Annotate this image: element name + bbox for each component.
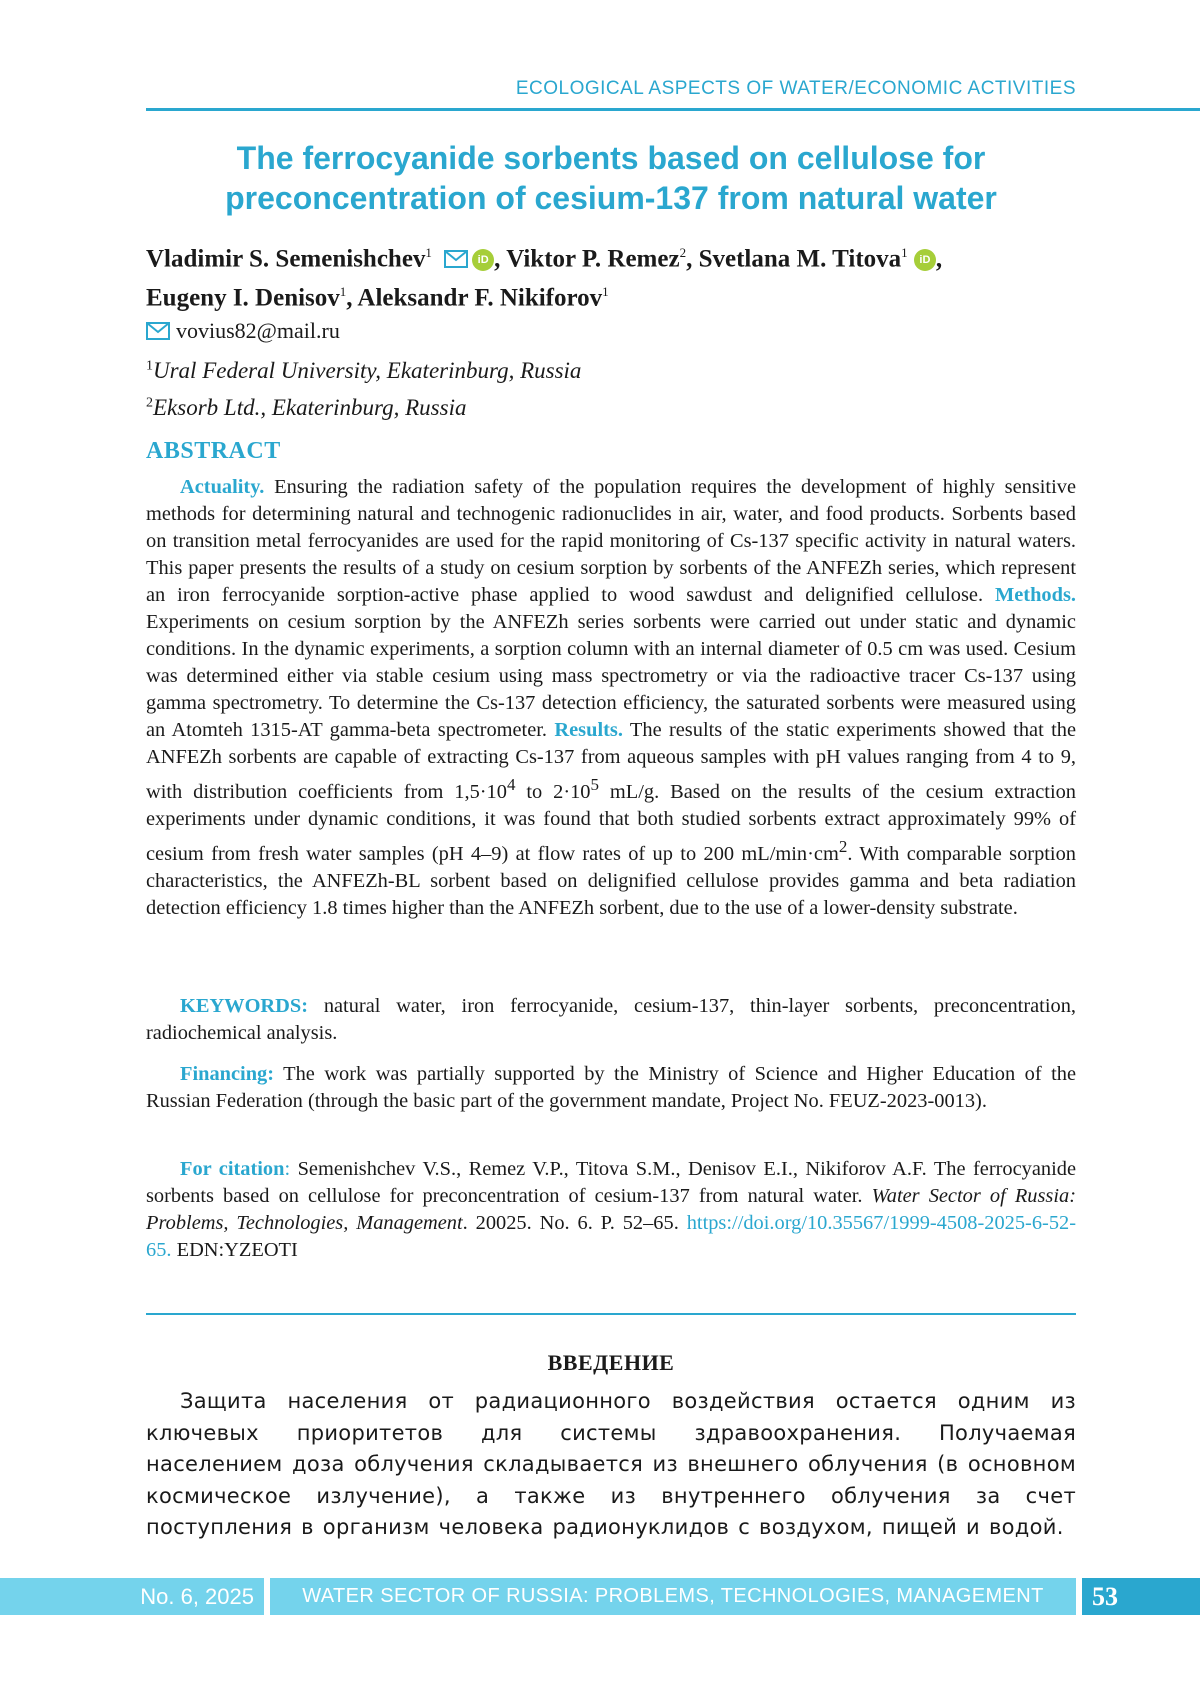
keywords [146,993,1076,1047]
header-rule [146,108,1200,111]
affiliation-sup: 1 [146,358,153,374]
author-list: Vladimir S. Semenishchev$^1$ iD , Viktor P. Remez$^2$, Svetlana M. Titova$^1$ iD , Eugeny I. Denisov$^1$, Aleksandr F. Nikiforov$^1$ [146,245,943,312]
author-affiliation-sup: 1 [901,245,908,260]
intro-body: Защита населения от радиационного воздействия остается одним из ключевых приоритетов для системы здравоохранения. Получаемая населением доза облучения складывается из внешнего облучения (в основном космическое излучение), а также из внутреннего облучения за счет поступления в организм человека радионуклидов с воздухом, пищей и водой. [146,1389,1076,1539]
affiliation-text: Ural Federal University, Ekaterinburg, Russia [153,358,582,383]
page-number: 53 [1082,1578,1200,1615]
title-line-2: preconcentration of cesium-137 from natural water [225,180,997,216]
actuality-label: Actuality. [180,476,265,498]
keywords-label: KEYWORDS: [180,995,309,1017]
results-label: Results. [554,719,623,741]
affiliation-text: Eksorb Ltd., Ekaterinburg, Russia [153,395,467,420]
title-line-1: The ferrocyanide sorbents based on cellulose for [236,140,986,176]
mail-icon [146,322,170,340]
author-affiliation-sup: 1 [339,284,347,300]
affiliation-1 [146,358,1076,384]
author-name[interactable]: Aleksandr F. Nikiforov [357,284,603,312]
author-name[interactable]: Vladimir S. Semenishchev [146,245,426,273]
author-affiliation-sup: 1 [425,245,432,260]
affiliation-sup: 2 [146,395,153,411]
email-link[interactable]: vovius82@mail.ru [176,318,340,343]
citation-text: Semenishchev V.S., Remez V.P., Titova S.M., Denisov E.I., Nikiforov A.F. The ferrocyanide sorbents based on cellulose for preconcentration of cesium-137 from natural water. [146,1158,1076,1207]
section-divider [146,1313,1076,1315]
results-text: The results of the static experiments showed that the ANFEZh sorbents are capable of extracting Cs-137 from aqueous samples with pH values ranging from 4 to 9, with distribution coefficients from $1,5\cdot 10^4$ to $2\cdot 10^5$ mL/g. Based on the results of the cesium extraction experiments under dynamic conditions, it was found that both studied sorbents extract approximately 99% of cesium from fresh water samples (pH 4–9) at flow rates of up to 200 $mL/\min\cdot cm^2$. With comparable sorption characteristics, the ANFEZh-BL sorbent based on delignified cellulose provides gamma and beta radiation detection efficiency 1.8 times higher than the ANFEZh sorbent, due to the use of a lower-density substrate. [146,719,1076,919]
affiliation-2 [146,395,1076,421]
abstract-heading: ABSTRACT [146,438,281,464]
financing [146,1061,1076,1115]
correspondence-email [146,318,1076,344]
financing-label: Financing: [180,1063,275,1085]
mail-icon[interactable] [444,250,468,268]
author-name[interactable]: Eugeny I. Denisov [146,284,340,312]
section-header: ECOLOGICAL ASPECTS OF WATER/ECONOMIC ACTIVITIES [515,78,1076,99]
actuality-text: Ensuring the radiation safety of the population requires the development of highly sensitive methods for determining natural and technogenic radionuclides in air, water, and food products. Sorbents based on transition metal ferrocyanides are used for the rapid monitoring of Cs-137 specific activity in natural waters. This paper presents the results of a study on cesium sorption by sorbents of the ANFEZh series, which represent an iron ferrocyanide sorption-active phase applied to wood sawdust and delignified cellulose. [146,476,1076,606]
author-affiliation-sup: 1 [602,284,609,300]
citation-label: For citation [180,1158,285,1180]
citation-details: . 20025. No. 6. P. 52–65. [462,1212,679,1234]
author-name[interactable]: Viktor P. Remez [506,245,680,273]
page-footer [0,1578,1200,1615]
citation: For citation: Semenishchev V.S., Remez V.P., Titova S.M., Denisov E.I., Nikiforov A.F. The ferrocyanide sorbents based on cellulose for preconcentration of cesium-137 from natural water. Water Sector of Russia: Problems, Technologies, Management. 20025. No. 6. P. 52–65. https://doi.org/10.35567/1999-4508-2025-6-52-65. EDN:YZEOTI [146,1158,1076,1261]
methods-label: Methods. [995,584,1076,606]
orcid-icon[interactable]: iD [472,249,494,271]
paper-title [146,138,1076,218]
footer-journal: WATER SECTOR OF RUSSIA: PROBLEMS, TECHNOLOGIES, MANAGEMENT [270,1578,1076,1615]
financing-text: The work was partially supported by the Ministry of Science and Higher Education of the Russian Federation (through the basic part of the government mandate, Project No. FEUZ-2023-0013). [146,1063,1076,1112]
footer-issue: No. 6, 2025 [0,1578,264,1615]
author-affiliation-sup: 2 [679,245,687,260]
abstract-body [146,474,1076,922]
doi-link[interactable]: https://doi.org/10.35567/1999-4508-2025-6-52-65. [146,1212,1076,1261]
methods-text: Experiments on cesium sorption by the ANFEZh series sorbents were carried out under static and dynamic conditions. In the dynamic experiments, a sorption column with an internal diameter of 0.5 cm was used. Cesium was determined either via stable cesium using mass spectrometry or via the radioactive tracer Cs-137 using gamma spectrometry. To determine the Cs-137 detection efficiency, the saturated sorbents were measured using an Atomteh 1315-AT gamma-beta spectrometer. [146,611,1076,741]
keywords-text: natural water, iron ferrocyanide, cesium-137, thin-layer sorbents, preconcentration, radiochemical analysis. [146,995,1076,1044]
edn-code: EDN:YZEOTI [176,1239,298,1261]
orcid-icon[interactable]: iD [914,249,936,271]
intro-heading: ВВЕДЕНИЕ [547,1350,675,1375]
citation-journal: Water Sector of Russia: Problems, Technologies, Management [146,1185,1076,1234]
author-name[interactable]: Svetlana M. Titova [698,245,902,273]
